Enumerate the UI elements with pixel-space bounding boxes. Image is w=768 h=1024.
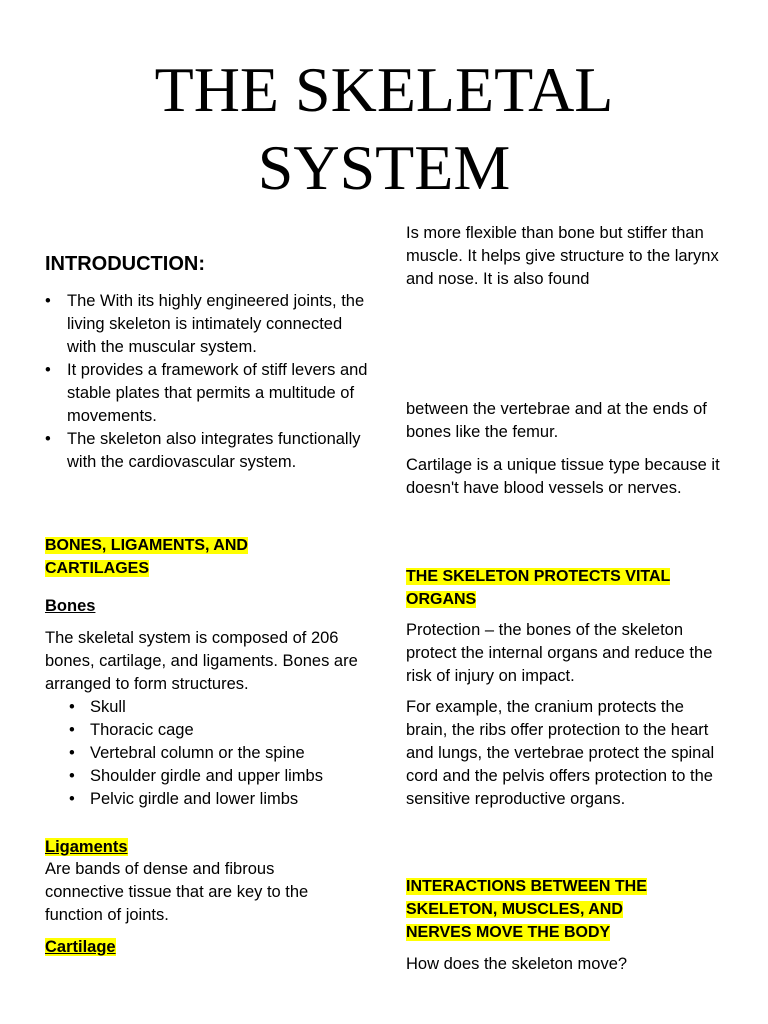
bones-subheading-wrap	[45, 595, 375, 618]
page-title-line-1: THE SKELETAL	[154, 54, 614, 125]
section-heading-line: ORGANS	[406, 591, 477, 608]
intro-bullet: • It provides a framework of stiff levers and stable plates that permits a multitude of movements.	[45, 359, 375, 428]
section-heading-line: SKELETON, MUSCLES, AND	[406, 901, 623, 918]
protection-paragraph: Protection – the bones of the skeleton protect the internal organs and reduce the risk of injury on impact.	[406, 621, 713, 685]
section-heading-line: CARTILAGES	[45, 560, 149, 577]
list-item: • Shoulder girdle and upper limbs	[45, 765, 375, 788]
list-item: • Pelvic girdle and lower limbs	[45, 788, 375, 811]
list-item: • Vertebral column or the spine	[45, 742, 375, 765]
cartilage-subheading-wrap	[45, 936, 375, 959]
list-item: • Skull	[45, 696, 375, 719]
section-heading-line: THE SKELETON PROTECTS VITAL	[406, 568, 671, 585]
ligaments-subheading-wrap	[45, 836, 375, 859]
section-heading-line: BONES, LIGAMENTS, AND	[45, 537, 248, 554]
cartilage-paragraph-top: Is more flexible than bone but stiffer than muscle. It helps give structure to the larynx and nose. It is also found	[406, 224, 719, 288]
section-heading-bones	[45, 534, 375, 580]
list-item: • Thoracic cage	[45, 719, 375, 742]
ligaments-subheading: Ligaments	[45, 838, 128, 856]
intro-bullet: • The skeleton also integrates functionally with the cardiovascular system.	[45, 428, 375, 474]
section-heading-line: INTERACTIONS BETWEEN THE	[406, 878, 647, 895]
example-paragraph: For example, the cranium protects the brain, the ribs offer protection to the heart and lungs, the vertebrae protect the spinal cord and the pelvis offers protection to the sensitive reproductive organs.	[406, 698, 715, 808]
page-title-line-2: SYSTEM	[257, 132, 511, 203]
bones-structure-list	[45, 696, 375, 811]
section-heading-line: NERVES MOVE THE BODY	[406, 924, 611, 941]
cartilage-unique-paragraph: Cartilage is a unique tissue type because it doesn't have blood vessels or nerves.	[406, 456, 720, 497]
bones-subheading: Bones	[45, 597, 96, 615]
section-heading-protection	[406, 565, 736, 611]
introduction-list	[45, 290, 375, 474]
intro-bullet: • The With its highly engineered joints, the living skeleton is intimately connected with the muscular system.	[45, 290, 375, 359]
cartilage-subheading: Cartilage	[45, 938, 116, 956]
question-paragraph: How does the skeleton move?	[406, 955, 628, 973]
section-heading-interactions	[406, 875, 736, 944]
introduction-heading: INTRODUCTION:	[45, 253, 205, 275]
ligaments-paragraph: Are bands of dense and fibrous connective tissue that are key to the function of joints.	[45, 860, 309, 924]
cartilage-paragraph-continued: between the vertebrae and at the ends of bones like the femur.	[406, 400, 707, 441]
bones-paragraph: The skeletal system is composed of 206 bones, cartilage, and ligaments. Bones are arranged to form structures.	[45, 629, 358, 693]
